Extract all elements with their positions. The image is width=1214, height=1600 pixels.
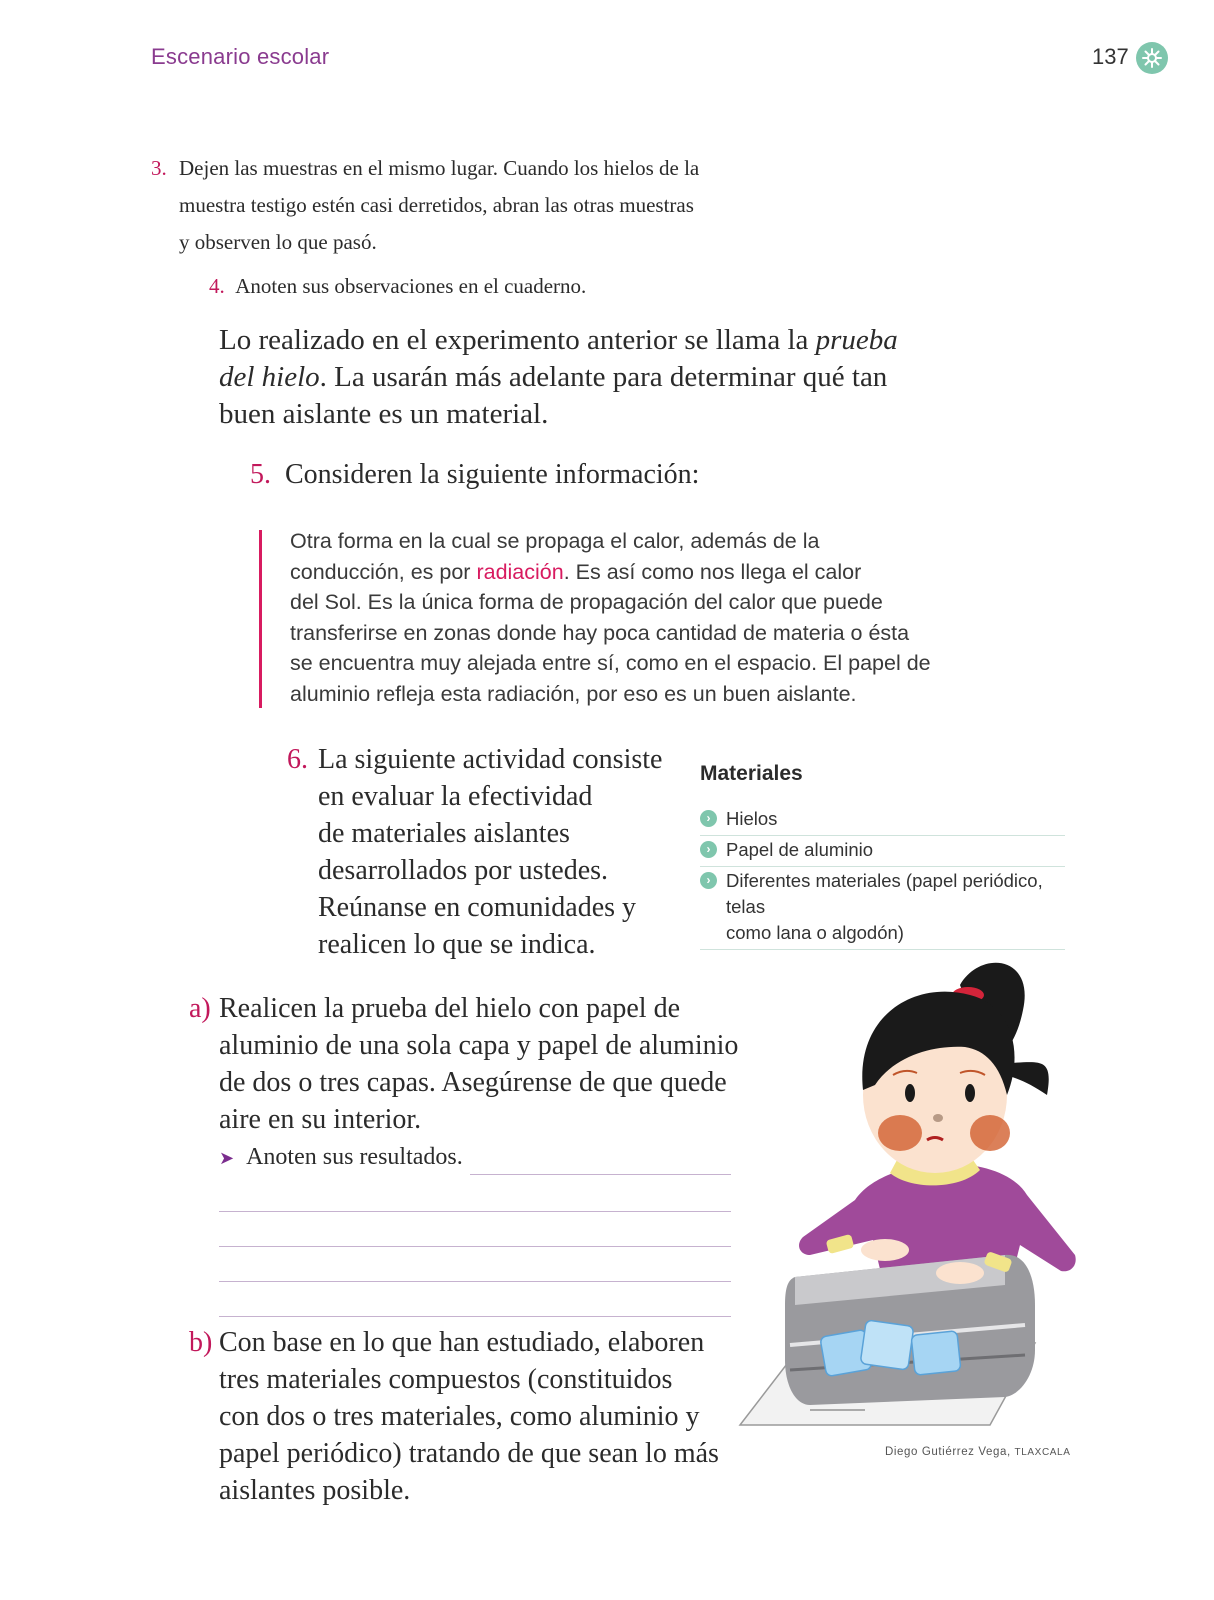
step-5: 5. Consideren la siguiente información: [250,459,700,490]
answer-line[interactable] [219,1246,731,1247]
step-3-text: Dejen las muestras en el mismo lugar. Cuando los hielos de la muestra testigo estén casi derretidos, abran las otras muestras y observen lo que pasó. [179,156,700,254]
page-number: 137 [1092,44,1129,69]
task-a-bullet: ➤ Anoten sus resultados. [219,1144,463,1170]
lead-paragraph: Lo realizado en el experimento anterior se llama la prueba del hielo. La usarán más adelante para determinar qué tan buen aislante es un material. [219,324,898,430]
task-a-text: Realicen la prueba del hielo con papel de aluminio de una sola capa y papel de aluminio de dos o tres capas. Asegúrense de que quede aire en su interior. [219,993,739,1135]
section-title: Escenario escolar [151,44,330,69]
chevron-right-icon: › [700,841,717,858]
answer-line[interactable] [219,1316,731,1317]
girl-illustration [735,955,1085,1430]
list-item: › Diferentes materiales (papel periódico, telas como lana o algodón) [700,867,1065,950]
task-b-text: Con base en lo que han estudiado, elaboren tres materiales compuestos (constituidos con dos o tres materiales, como aluminio y papel periódico) tratando de que sean lo más aislantes posible. [219,1327,719,1506]
info-accent-bar [259,530,262,708]
arrow-bullet-icon: ➤ [219,1148,235,1168]
chevron-right-icon: › [700,810,717,827]
step-3-number: 3. [151,156,167,180]
answer-line[interactable] [470,1174,731,1175]
task-b-label: b) [189,1327,213,1358]
materials-list [700,805,1065,950]
info-box: Otra forma en la cual se propaga el calor, además de la conducción, es por radiación. Es así como nos llega el calor del Sol. Es la única forma de propagación del calor que puede transferirse en zonas donde hay poca cantidad de materia o ésta se encuentra muy alejada entre sí, como en el espacio. El papel de aluminio refleja esta radiación, por eso es un buen aislante. [290,529,931,706]
materials-title: Materiales [700,762,803,785]
answer-line[interactable] [219,1211,731,1212]
chevron-right-icon: › [700,872,717,889]
step-4: 4. Anoten sus observaciones en el cuaderno. [209,274,587,298]
highlight-term: radiación [476,559,564,584]
list-item: › Papel de aluminio [700,836,1065,867]
flower-icon [1136,42,1168,74]
step-6-text: La siguiente actividad consiste en evaluar la efectividad de materiales aislantes desarrollados por ustedes. Reúnanse en comunidades y realicen lo que se indica. [318,744,663,960]
illustration-credit: Diego Gutiérrez Vega, TLAXCALA [885,1446,1071,1458]
step-6-number: 6. [287,744,308,775]
answer-line[interactable] [219,1281,731,1282]
task-a-label: a) [189,993,211,1024]
list-item: › Hielos [700,805,1065,836]
